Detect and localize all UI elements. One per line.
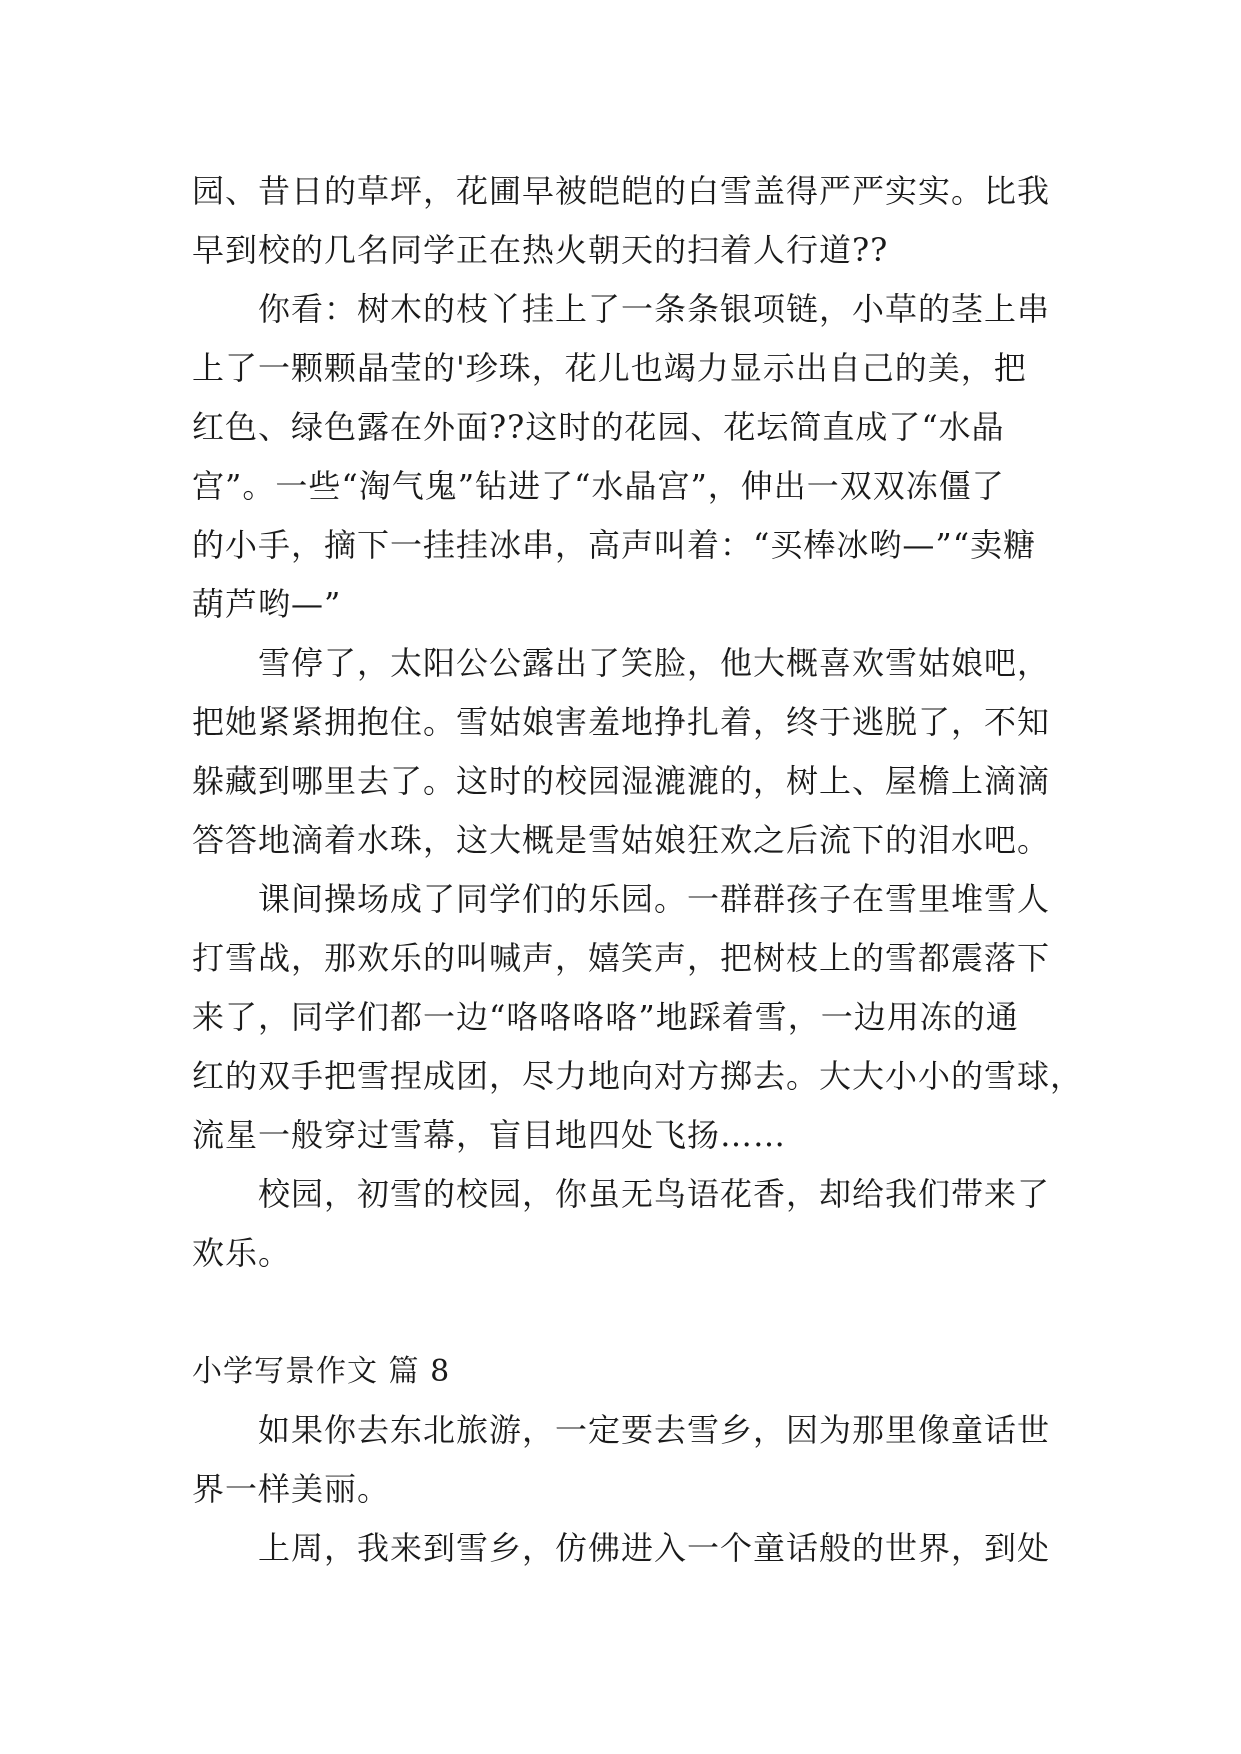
text-line: 流星一般穿过雪幕，盲目地四处飞扬…… [192,1116,787,1154]
paragraph-start-line: 校园，初雪的校园，你虽无鸟语花香，却给我们带来了 [258,1175,1051,1213]
paragraph-start-line: 雪停了，太阳公公露出了笑脸，他大概喜欢雪姑娘吧， [258,644,1051,682]
text-line: 上了一颗颗晶莹的'珍珠，花儿也竭力显示出自己的美，把 [192,349,1027,387]
text-line: 红的双手把雪捏成团，尽力地向对方掷去。大大小小的雪球， [192,1057,1084,1095]
text-line: 红色、绿色露在外面??这时的花园、花坛简直成了“水晶 [192,408,1005,446]
text-line: 园、昔日的草坪，花圃早被皑皑的白雪盖得严严实实。比我 [192,172,1051,210]
paragraph-start-line: 如果你去东北旅游，一定要去雪乡，因为那里像童话世 [258,1411,1051,1449]
text-line: 的小手，摘下一挂挂冰串，高声叫着：“买棒冰哟—”“卖糖 [192,526,1037,564]
text-line: 来了，同学们都一边“咯咯咯咯”地踩着雪，一边用冻的通 [192,998,1019,1036]
text-line: 早到校的几名同学正在热火朝天的扫着人行道?? [192,231,889,269]
paragraph-start-line: 你看：树木的枝丫挂上了一条条银项链，小草的茎上串 [258,290,1051,328]
text-line: 答答地滴着水珠，这大概是雪姑娘狂欢之后流下的泪水吧。 [192,821,1051,859]
paragraph-start-line: 上周，我来到雪乡，仿佛进入一个童话般的世界，到处 [258,1529,1051,1567]
text-line: 躲藏到哪里去了。这时的校园湿漉漉的，树上、屋檐上滴滴 [192,762,1051,800]
section-spacer [192,1283,1072,1342]
text-line: 打雪战，那欢乐的叫喊声，嬉笑声，把树枝上的雪都震落下 [192,939,1051,977]
document-page [192,162,1084,1578]
text-line: 欢乐。 [192,1234,292,1272]
section-heading: 小学写景作文 篇 8 [192,1354,451,1389]
text-line: 葫芦哟—” [192,585,342,623]
text-line: 把她紧紧拥抱住。雪姑娘害羞地挣扎着，终于逃脱了，不知 [192,703,1051,741]
paragraph-start-line: 课间操场成了同学们的乐园。一群群孩子在雪里堆雪人 [258,880,1051,918]
text-line: 宫”。一些“淘气鬼”钻进了“水晶宫”，伸出一双双冻僵了 [192,467,1005,505]
text-line: 界一样美丽。 [192,1470,391,1508]
